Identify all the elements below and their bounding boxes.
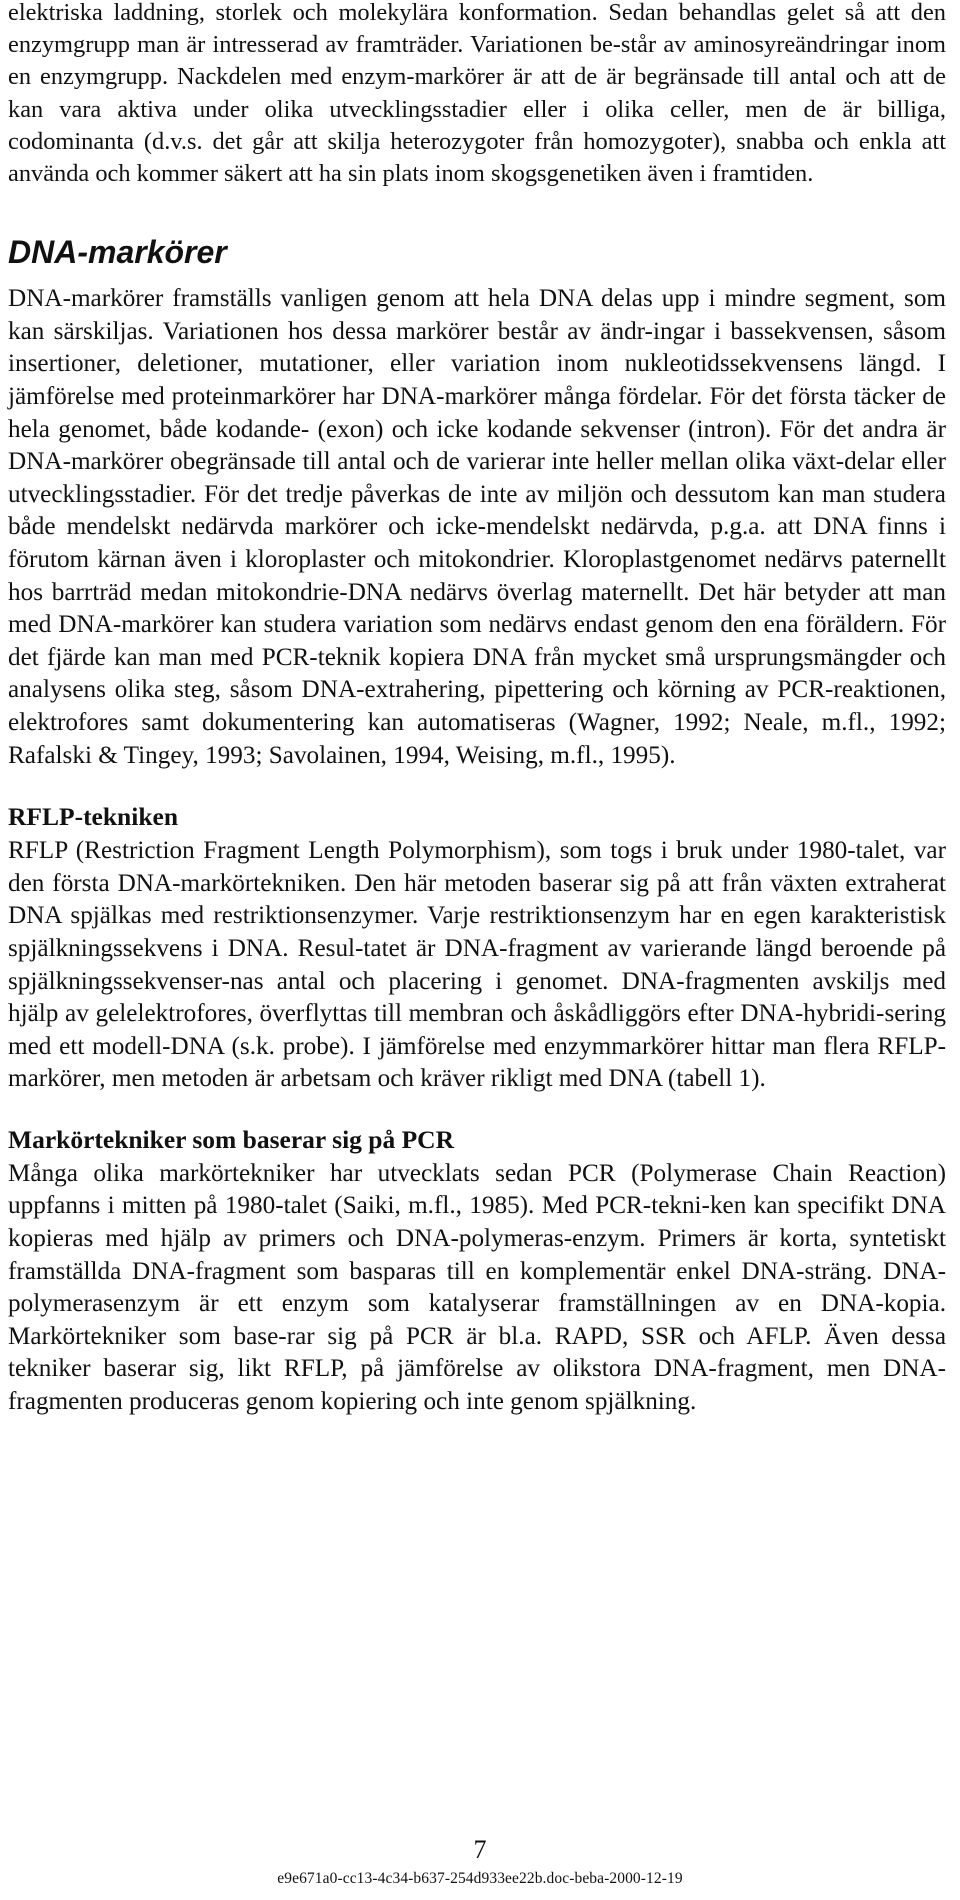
pcr-paragraph: Många olika markörtekniker har utvecklats sedan PCR (Polymerase Chain Reaction) uppfanns i mitten på 1980-talet (Saiki, m.fl., 1985). Med PCR-tekni-ken kan specifikt DNA kopieras med hjälp av primers och DNA-polymeras-enzym. Primers är korta, syntetiskt framställda DNA-fragment som basparas till en komplementär enkel DNA-sträng. DNA-polymerasenzym är ett enzym som katalyserar framställningen av en DNA-kopia. Markörtekniker som base-rar sig på PCR är bl.a. RAPD, SSR och AFLP. Även dessa tekniker baserar sig, likt RFLP, på jämförelse av olikstora DNA-fragment, men DNA-fragmenten produceras genom kopiering och inte genom spjälkning. [8, 1159, 946, 1416]
section-heading-pcr: Markörtekniker som baserar sig på PCR [8, 1124, 454, 1154]
section-heading-dna-markers: DNA-markörer [8, 234, 227, 271]
page-number: 7 [473, 1835, 487, 1864]
rflp-paragraph: RFLP (Restriction Fragment Length Polymorphism), som togs i bruk under 1980-talet, var den första DNA-markörtekniken. Den här metoden baserar sig på att från växten extraherat DNA spjälkas med restriktionsenzymer. Varje restriktionsenzym har en egen karakteristisk spjälkningssekvens i DNA. Resul-tatet är DNA-fragment av varierande längd beroende på spjälkningssekvenser-nas antal och placering i genomet. DNA-fragmenten avskiljs med hjälp av gelelektrofores, överflyttas till membran och åskådliggörs efter DNA-hybridi-sering med ett modell-DNA (s.k. probe). I jämförelse med enzymmarkörer hittar man flera RFLP-markörer, men metoden är arbetsam och kräver rikligt med DNA (tabell 1). [8, 837, 946, 1093]
intro-paragraph: elektriska laddning, storlek och molekylära konformation. Sedan behandlas gelet så att den enzymgrupp man är intresserad av framträder. Variationen be-står av aminosyreändringar inom en enzymgrupp. Nackdelen med enzym-markörer är att de är begränsade till antal och att de kan vara aktiva under olika utvecklingsstadier eller i olika celler, men de är billiga, codominanta (d.v.s. det går att skilja heterozygoter från homozygoter), snabba och enkla att använda och kommer säkert att ha sin plats inom skogsgenetiken även i framtiden. [8, 0, 946, 188]
section-heading-rflp: RFLP-tekniken [8, 802, 179, 832]
dna-markers-paragraph: DNA-markörer framställs vanligen genom att hela DNA delas upp i mindre segment, som kan särskiljas. Variationen hos dessa markörer består av ändr-ingar i bassekvensen, såsom insertioner, deletioner, mutationer, eller variation inom nukleotidssekvensens längd. I jämförelse med proteinmarkörer har DNA-markörer många fördelar. För det första täcker de hela genomet, både kodande- (exon) och icke kodande sekvenser (intron). För det andra är DNA-markörer obegränsade till antal och de varierar inte heller mellan olika växt-delar eller utvecklingsstadier. För det tredje påverkas de inte av miljön och dessutom kan man studera både mendelskt nedärvda markörer och icke-mendelskt nedärvda, p.g.a. att DNA finns i förutom kärnan även i kloroplaster och mitokondrier. Kloroplastgenomet nedärvs paternellt hos barrträd medan mitokondrie-DNA nedärvs överlag maternellt. Det här betyder att man med DNA-markörer kan studera variation som nedärvs endast genom den ena föräldern. För det fjärde kan man med PCR-teknik kopiera DNA från mycket små ursprungsmängder och analysens olika steg, såsom DNA-extrahering, pipettering och körning av PCR-reaktionen, elektrofores samt dokumentering kan automatiseras (Wagner, 1992; Neale, m.fl., 1992; Rafalski & Tingey, 1993; Savolainen, 1994, Weising, m.fl., 1995). [8, 285, 946, 769]
document-id-footer: e9e671a0-cc13-4c34-b637-254d933ee22b.doc-beba-2000-12-19 [277, 1870, 683, 1887]
